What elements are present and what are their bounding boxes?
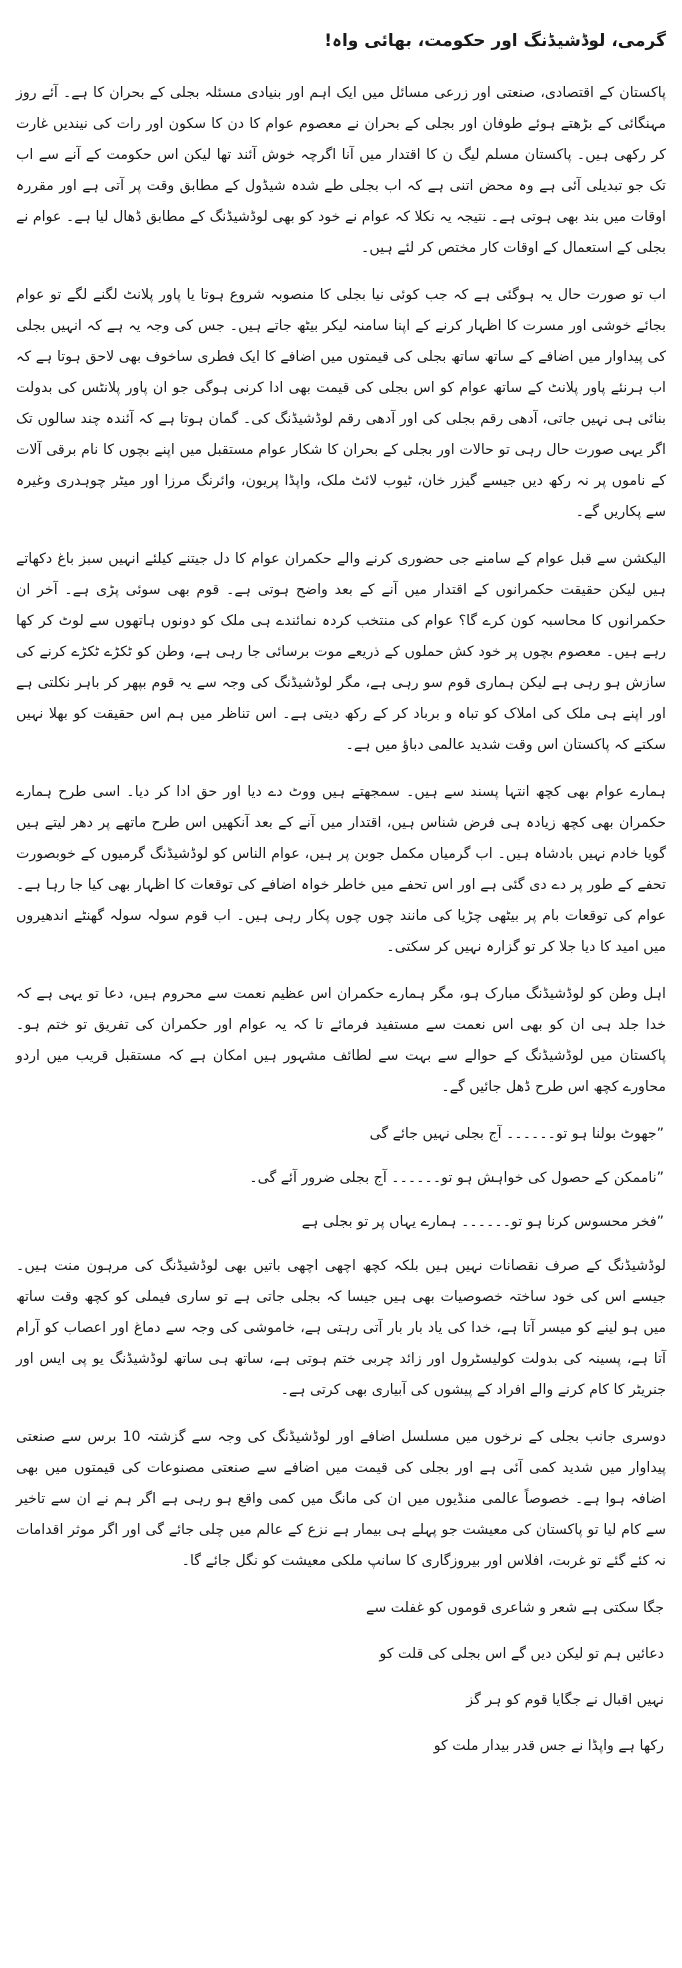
poem-line: نہیں اقبال نے جگایا قوم کو ہر گز bbox=[466, 1692, 664, 1708]
poem-line: رکھا ہے واپڈا نے جس قدر بیدار ملت کو bbox=[433, 1738, 664, 1754]
poem-line: دعائیں ہم تو لیکن دیں گے اس بجلی کی قلت کو bbox=[379, 1646, 664, 1662]
saying-line: ”ناممکن کے حصول کی خواہش ہو تو۔۔۔۔۔۔ آج بجلی ضرور آئے گی۔ bbox=[249, 1170, 664, 1186]
article-paragraph: الیکشن سے قبل عوام کے سامنے جی حضوری کرنے والے حکمران عوام کا دل جیتنے کیلئے انہیں سبز باغ دکھاتے ہیں لیکن حقیقت حکمرانوں کے اقتدار میں آنے کے بعد واضح ہوتی ہے۔ قوم بھی سوئی پڑی ہے۔ آخر ان حکمرانوں کا محاسبہ کون کرے گا؟ عوام کی منتخب کردہ نمائندے ہی ملک کو دونوں ہاتھوں سے لوٹ کر کھا رہے ہیں۔ معصوم بچوں پر خود کش حملوں کے ذریعے موت برسائی جا رہی ہے، وطن کو ٹکڑے ٹکڑے کرنے کی سازش ہو رہی ہے لیکن ہماری قوم سو رہی ہے، مگر لوڈشیڈنگ کی وجہ سے یہ قوم بپھر کر باہر نکلتی ہے اور اپنے ہی ملک کی املاک کو تباہ و برباد کر کے رکھ دیتی ہے۔ اس تناظر میں ہم اس حقیقت کو بھلا نہیں سکتے کہ پاکستان اس وقت شدید عالمی دباؤ میں ہے۔ bbox=[16, 551, 666, 753]
article-paragraph: لوڈشیڈنگ کے صرف نقصانات نہیں ہیں بلکہ کچھ اچھی اچھی باتیں بھی لوڈشیڈنگ کی مرہون منت ہیں۔ جیسے اس کی خود ساختہ خصوصیات بھی ہیں جیسا کہ بجلی جاتی ہے تو ساری فیملی کو کچھ وقت ساتھ میں ہو لینے کو میسر آتا ہے، خدا کی یاد بار بار آتی رہتی ہے، خاموشی کی وجہ سے دماغ اور اعصاب کو آرام آتا ہے، پسینہ کی بدولت کولیسٹرول اور زائد چربی ختم ہوتی ہے، ساتھ ہی ساتھ لوڈشیڈنگ یو پی ایس اور جنریٹر کا کام کرنے والے افراد کے پیشوں کی آبیاری بھی کرتی ہے۔ bbox=[16, 1258, 666, 1398]
article-title: گرمی، لوڈشیڈنگ اور حکومت، بھائی واہ! bbox=[324, 31, 666, 51]
article-paragraph: اہل وطن کو لوڈشیڈنگ مبارک ہو، مگر ہمارے حکمران اس عظیم نعمت سے محروم ہیں، دعا تو یہی ہے کہ خدا جلد ہی ان کو بھی اس نعمت سے مستفید فرمائے تا کہ یہ عوام اور حکمران کی تفریق تو ختم ہو۔ پاکستان میں لوڈشیڈنگ کے حوالے سے بہت سے لطائف مشہور ہیں امکان ہے کہ مستقبل قریب میں اردو محاورے کچھ اس طرح ڈھل جائیں گے۔ bbox=[16, 986, 666, 1095]
poem-line: جگا سکتی ہے شعر و شاعری قوموں کو غفلت سے bbox=[366, 1600, 664, 1616]
saying-line: ”جھوٹ بولنا ہو تو۔۔۔۔۔۔ آج بجلی نہیں جائے گی bbox=[369, 1126, 664, 1142]
article-paragraph: دوسری جانب بجلی کے نرخوں میں مسلسل اضافے اور لوڈشیڈنگ کی وجہ سے گزشتہ 10 برس سے صنعتی پیداوار میں شدید کمی آئی ہے اور بجلی کی قیمت میں اضافے سے صنعتی مصنوعات کی قیمتوں میں بھی اضافہ ہوا ہے۔ خصوصاً عالمی منڈیوں میں ان کی مانگ میں کمی واقع ہو رہی ہے اگر ہم نے ان سے تاخیر سے کام لیا تو پاکستان کی معیشت جو پہلے ہی بیمار ہے نزع کے عالم میں چلی جائے گی اور اگر موثر اقدامات نہ کئے گئے تو غربت، افلاس اور بیروزگاری کا سانپ ملکی معیشت کو نگل جائے گا۔ bbox=[16, 1429, 666, 1569]
article-paragraph: اب تو صورت حال یہ ہوگئی ہے کہ جب کوئی نیا بجلی کا منصوبہ شروع ہوتا یا پاور پلانٹ لگنے لگے تو عوام بجائے خوشی اور مسرت کا اظہار کرنے کے اپنا سامنہ لیکر بیٹھ جاتے ہیں۔ جس کی وجہ یہ ہے کہ انہیں بجلی کی پیداوار میں اضافے کے ساتھ ساتھ بجلی کی قیمتوں میں اضافے کا ایک فطری ساخوف بھی لاحق ہوتا ہے کہ اب ہرنئے پاور پلانٹ کے ساتھ عوام کو اس بجلی کی قیمت بھی ادا کرنی ہوگی جو ان پاور پلانٹس کی بدولت بنائی ہی نہیں جاتی، آدھی رقم بجلی کی اور آدھی رقم لوڈشیڈنگ کی۔ گمان ہوتا ہے کہ آئندہ چند سالوں تک اگر یہی صورت حال رہی تو حالات اور بجلی کے بحران کا شکار عوام مستقبل میں اپنے بچوں کا نام برقی آلات کے ناموں پر نہ رکھ دیں جیسے گیزر خان، ٹیوب لائٹ ملک، واپڈا پریون، وائرنگ مرزا اور میٹر چوہدری وغیرہ سے پکاریں گے۔ bbox=[16, 287, 666, 520]
article-paragraph: پاکستان کے اقتصادی، صنعتی اور زرعی مسائل میں ایک اہم اور بنیادی مسئلہ بجلی کے بحران کا ہے۔ آئے روز مہنگائی کے بڑھتے ہوئے طوفان اور بجلی کے بحران نے معصوم عوام کا دن کا سکون اور رات کی نیندیں غارت کر رکھی ہیں۔ پاکستان مسلم لیگ ن کا اقتدار میں آنا اگرچہ خوش آئند تھا لیکن اس حکومت کے آنے سے اب تک جو تبدیلی آئی ہے وہ محض اتنی ہے کہ اب بجلی طے شدہ شیڈول کے مطابق وقت پر آتی ہے اور مقررہ اوقات میں بند بھی ہوتی ہے۔ نتیجہ یہ نکلا کہ عوام نے خود کو بھی لوڈشیڈنگ کے مطابق ڈھال لیا ہے۔ عوام نے بجلی کے استعمال کے اوقات کار مختص کر لئے ہیں۔ bbox=[16, 85, 666, 256]
article-paragraph: ہمارے عوام بھی کچھ انتہا پسند سے ہیں۔ سمجھتے ہیں ووٹ دے دیا اور حق ادا کر دیا۔ اسی طرح ہمارے حکمران بھی کچھ زیادہ ہی فرض شناس ہیں، اقتدار میں آنے کے بعد آنکھیں اس طرح ماتھے پر دھر لیتے ہیں گویا خادم نہیں بادشاہ ہیں۔ اب گرمیاں مکمل جوبن پر ہیں، عوام الناس کو لوڈشیڈنگ گرمیوں کے خوبصورت تحفے کے طور پر دے دی گئی ہے اور اس تحفے میں خاطر خواہ اضافے کی توقعات کا اظہار بھی کیا جا رہا ہے۔ عوام کی توقعات بام پر بیٹھی چڑیا کی مانند چوں چوں پکار رہی ہیں۔ اب قوم سولہ سولہ گھنٹے اندھیروں میں امید کا دیا جلا کر تو گزارہ نہیں کر سکتی۔ bbox=[16, 784, 666, 955]
saying-line: ”فخر محسوس کرنا ہو تو۔۔۔۔۔۔ ہمارے یہاں پر تو بجلی ہے bbox=[301, 1214, 664, 1230]
